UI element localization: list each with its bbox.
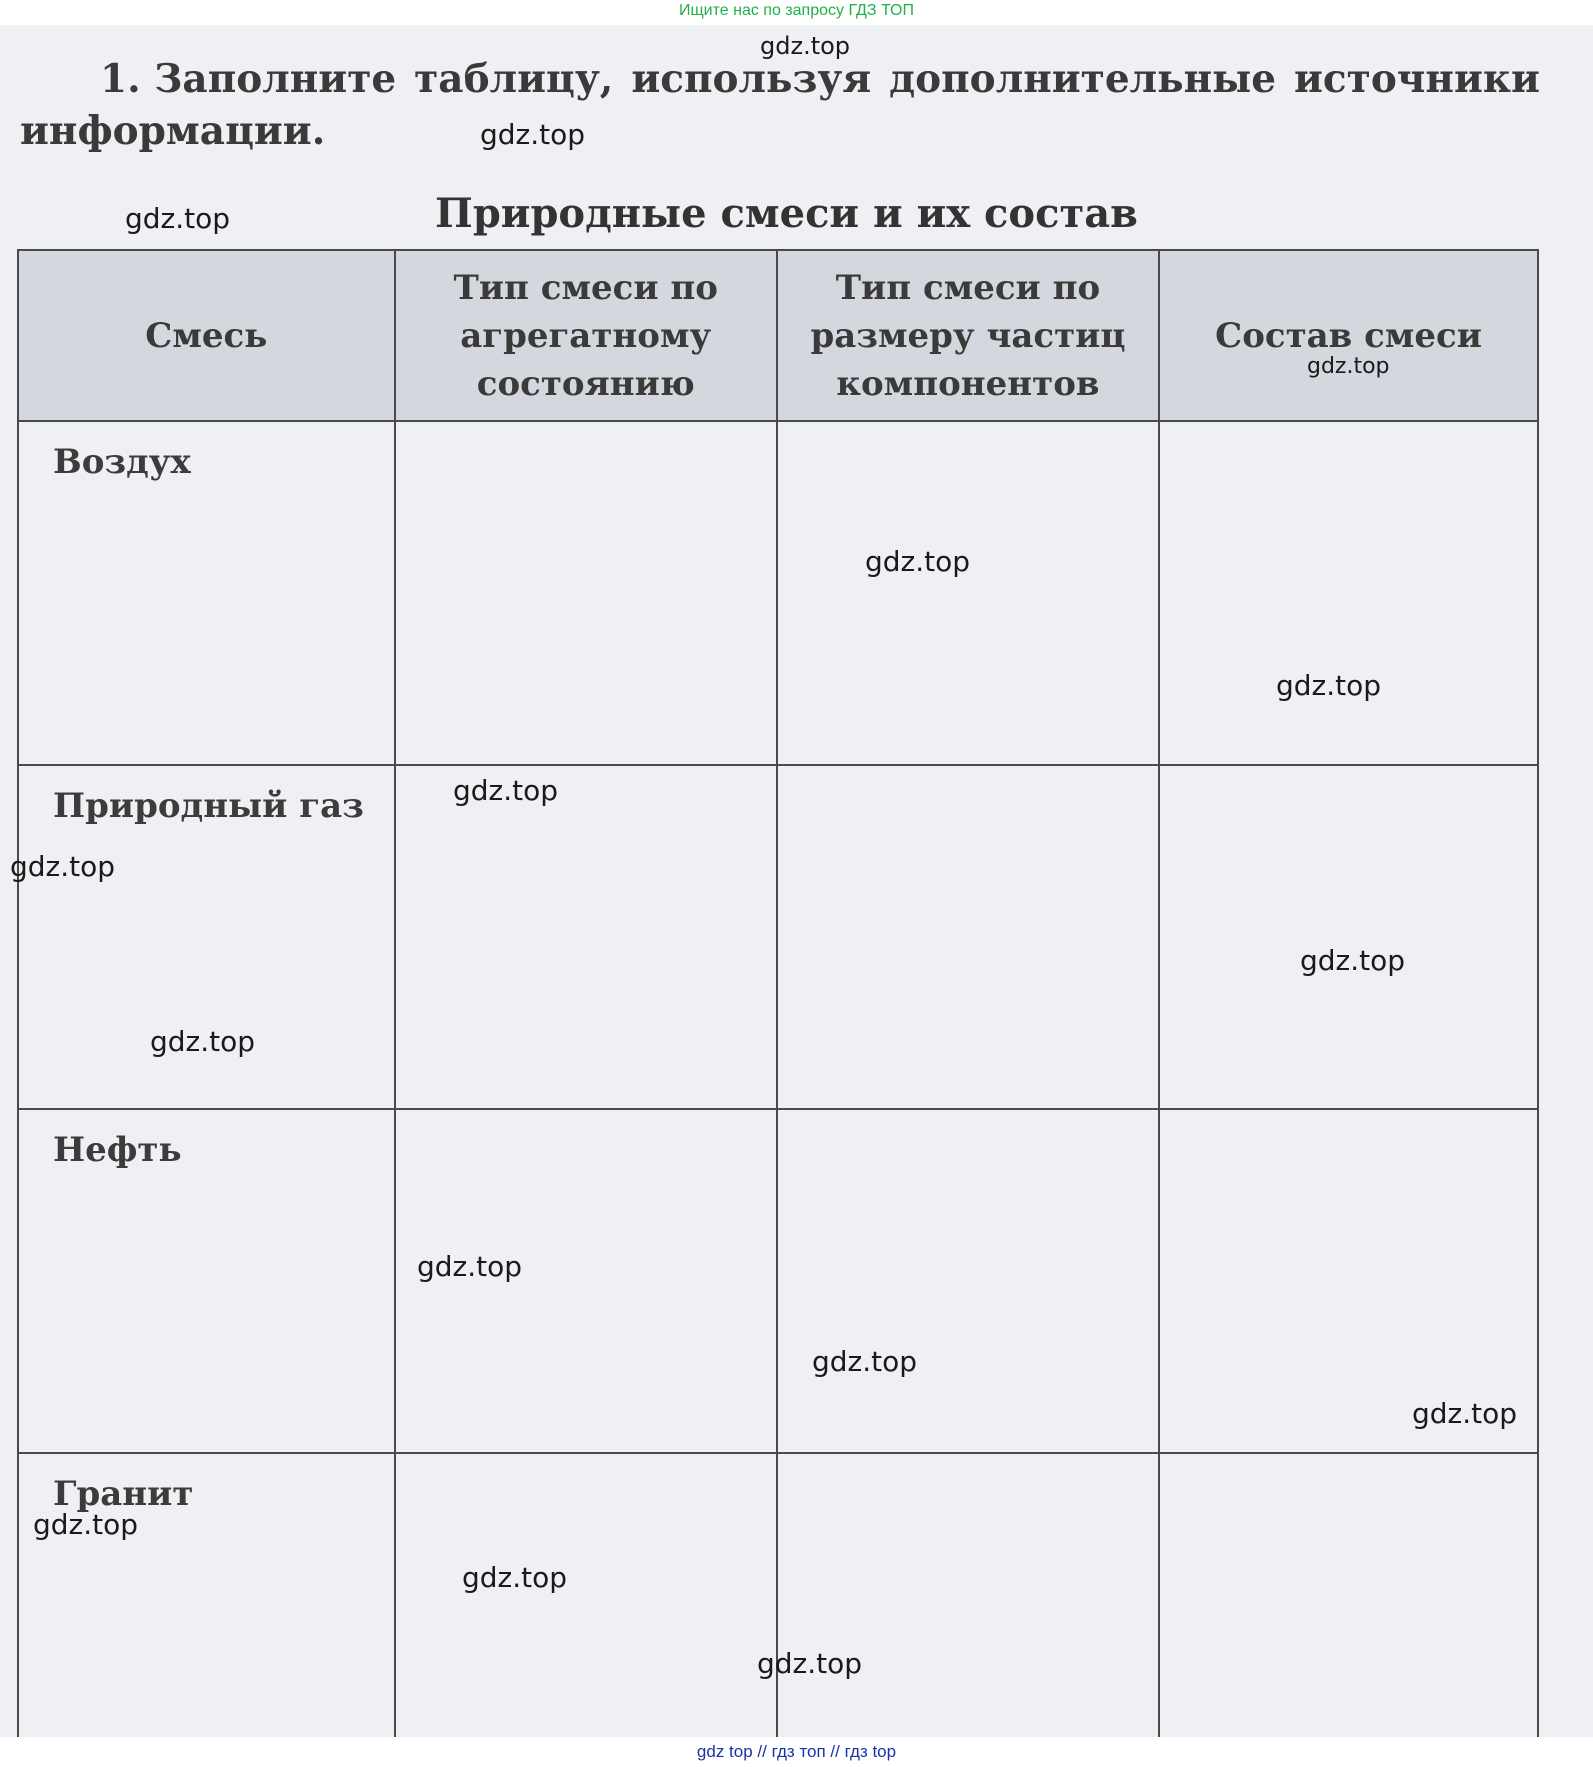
header-particle-size: Тип смеси по размеру частиц компонентов [777,250,1159,421]
task-word: источники [1294,56,1540,102]
watermark: gdz.top [125,202,231,235]
task-word: таблицу, [414,56,614,102]
watermark: gdz.top [1300,944,1406,977]
table-row [18,1453,1538,1737]
answer-cell[interactable] [1159,1453,1538,1737]
watermark: gdz.top [1307,354,1390,379]
watermark: gdz.top [417,1250,523,1283]
table-row [18,1109,1538,1453]
watermark: gdz.top [760,32,851,60]
watermark: gdz.top [150,1025,256,1058]
task-line-1 [20,53,1540,105]
watermark: gdz.top [1276,669,1382,702]
row-name: Нефть [18,1109,395,1453]
header-composition: Состав смеси [1159,250,1538,421]
textbook-page [0,25,1593,1737]
task-word: 1. Заполните [100,56,397,102]
answer-cell[interactable] [395,421,777,765]
watermark: gdz.top [812,1345,918,1378]
watermark: gdz.top [757,1647,863,1680]
task-word: используя [631,56,872,102]
header-row [18,250,1538,421]
task-line-2: информации. [20,108,326,154]
answer-cell[interactable] [395,765,777,1109]
mixtures-table [17,249,1539,1737]
answer-cell[interactable] [1159,421,1538,765]
answer-cell[interactable] [777,1109,1159,1453]
row-name: Воздух [18,421,395,765]
bottom-banner: gdz top // гдз топ // гдз top [696,1742,897,1761]
top-banner: Ищите нас по запросу ГДЗ ТОП [679,2,914,19]
answer-cell[interactable] [1159,765,1538,1109]
answer-cell[interactable] [777,421,1159,765]
watermark: gdz.top [33,1508,139,1541]
answer-cell[interactable] [777,1453,1159,1737]
header-mixture: Смесь [18,250,395,421]
task-word: дополнительные [889,56,1277,102]
header-aggregate-state: Тип смеси по агрегатному состоянию [395,250,777,421]
watermark: gdz.top [462,1561,568,1594]
watermark: gdz.top [480,118,586,151]
watermark: gdz.top [453,774,559,807]
table-title: Природные смеси и их состав [435,190,1138,237]
task-text [20,53,1540,157]
answer-cell[interactable] [777,765,1159,1109]
row-name: Гранит [18,1453,395,1737]
row-name: Природный газ [18,765,395,1109]
table-row [18,421,1538,765]
watermark: gdz.top [865,545,971,578]
watermark: gdz.top [1412,1397,1518,1430]
answer-cell[interactable] [395,1453,777,1737]
watermark: gdz.top [10,850,116,883]
